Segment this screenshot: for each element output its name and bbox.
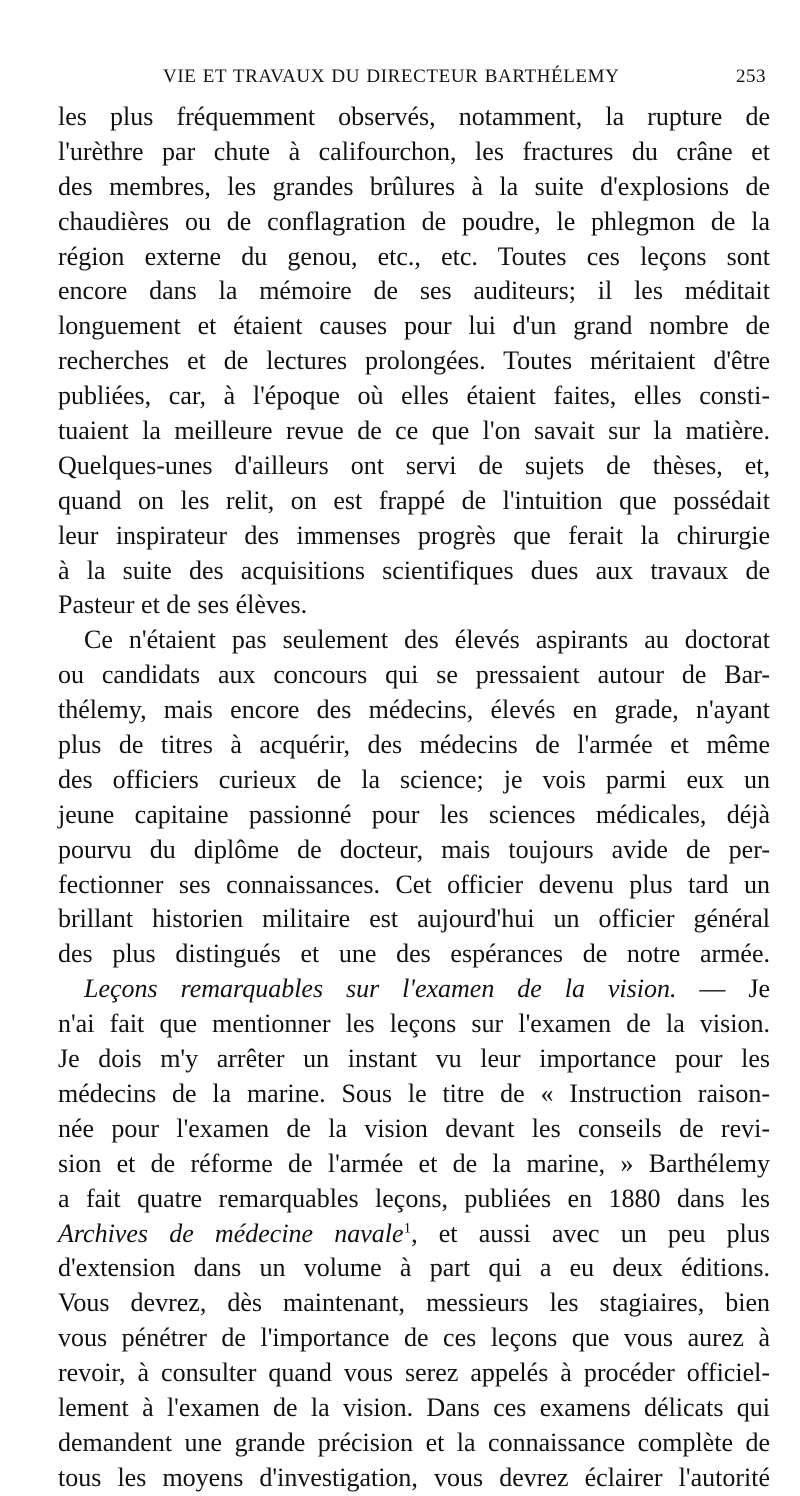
text-line: sion et de réforme de l'armée et de la marine, » Barthélemy (58, 1148, 770, 1178)
text-line: thélemy, mais encore des médecins, élevés en grade, n'ayant (58, 695, 770, 725)
text-line: publiées, car, à l'époque où elles étaient faites, elles consti- (58, 381, 770, 411)
text-line: née pour l'examen de la vision devant les conseils de revi- (58, 1113, 770, 1143)
running-head: VIE ET TRAVAUX DU DIRECTEUR BARTHÉLEMY (163, 66, 620, 87)
text-line: Je dois m'y arrêter un instant vu leur importance pour les (58, 1044, 770, 1074)
text-line: brillant historien militaire est aujourd'hui un officier général (58, 904, 770, 934)
section-title-suffix: — Je (676, 974, 770, 1004)
text-line: chaudières ou de conflagration de poudre, le phlegmon de la (58, 206, 770, 236)
text-line: revoir, à consulter quand vous serez appelés à procéder officiel- (58, 1358, 770, 1388)
body-text (58, 100, 770, 1496)
paragraph-start-line: Ce n'étaient pas seulement des élevés aspirants au doctorat (84, 625, 770, 655)
text-line: médecins de la marine. Sous le titre de « Instruction raison- (58, 1078, 770, 1108)
text-line: quand on les relit, on est frappé de l'intuition que possédait (58, 485, 770, 515)
text-line: longuement et étaient causes pour lui d'un grand nombre de (58, 311, 770, 341)
text-line: tuaient la meilleure revue de ce que l'on savait sur la matière. (58, 416, 770, 446)
text-line: vous pénétrer de l'importance de ces leçons que vous aurez à (58, 1323, 770, 1353)
text-line: fectionner ses connaissances. Cet officier devenu plus tard un (58, 869, 770, 899)
text-line: ou candidats aux concours qui se pressaient autour de Bar- (58, 660, 770, 690)
archives-suffix: , et aussi avec un peu plus (411, 1218, 770, 1248)
text-line: a fait quatre remarquables leçons, publiées en 1880 dans les (58, 1183, 770, 1213)
text-line: demandent une grande précision et la connaissance complète de (58, 1427, 770, 1457)
page-header (58, 62, 766, 92)
paragraph-end-line: Pasteur et de ses élèves. (58, 590, 308, 620)
text-line: plus de titres à acquérir, des médecins de l'armée et même (58, 730, 770, 760)
text-line: des plus distingués et une des espérances de notre armée. (58, 939, 770, 969)
text-line: pourvu du diplôme de docteur, mais toujours avide de per- (58, 834, 770, 864)
text-line: les plus fréquemment observés, notamment, la rupture de (58, 102, 770, 131)
section-title-line (58, 972, 770, 1007)
text-line: l'urèthre par chute à califourchon, les fractures du crâne et (58, 136, 770, 166)
text-line: des officiers curieux de la science; je vois parmi eux un (58, 764, 770, 794)
text-line: n'ai fait que mentionner les leçons sur l'examen de la vision. (58, 1009, 770, 1039)
text-line: à la suite des acquisitions scientifiques dues aux travaux de (58, 555, 770, 585)
text-line: encore dans la mémoire de ses auditeurs; il les méditait (58, 276, 770, 306)
text-line: leur inspirateur des immenses progrès que ferait la chirurgie (58, 520, 770, 550)
text-line: Vous devrez, dès maintenant, messieurs les stagiaires, bien (58, 1288, 770, 1318)
text-line: Quelques-unes d'ailleurs ont servi de sujets de thèses, et, (58, 450, 770, 480)
journal-title: Archives de médecine navale (58, 1218, 404, 1248)
footnote-marker: 1 (403, 1219, 412, 1236)
archives-line (58, 1217, 770, 1252)
section-title: Leçons remarquables sur l'examen de la vision. (84, 974, 677, 1004)
text-line: recherches et de lectures prolongées. Toutes méritaient d'être (58, 346, 770, 376)
text-line: lement à l'examen de la vision. Dans ces examens délicats qui (58, 1392, 770, 1422)
text-line: jeune capitaine passionné pour les sciences médicales, déjà (58, 799, 770, 829)
text-line: tous les moyens d'investigation, vous devrez éclairer l'autorité (58, 1462, 770, 1492)
text-line: région externe du genou, etc., etc. Toutes ces leçons sont (58, 241, 770, 271)
page-number: 253 (736, 66, 766, 87)
text-line: d'extension dans un volume à part qui a eu deux éditions. (58, 1253, 770, 1283)
text-line: des membres, les grandes brûlures à la suite d'explosions de (58, 171, 770, 201)
